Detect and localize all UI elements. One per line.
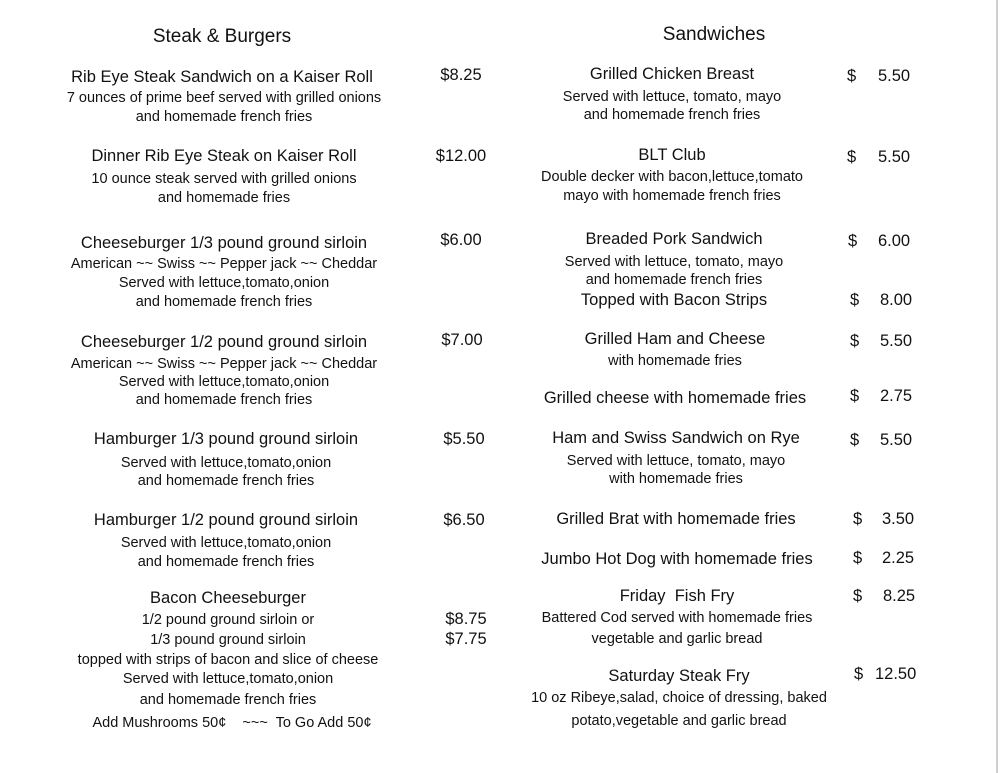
menu-item-desc: and homemade fries [157,190,291,206]
menu-item-desc: and homemade french fries [135,294,313,310]
menu-item-desc: and homemade french fries [137,554,315,570]
menu-item-desc: Served with lettuce,tomato,onion [118,275,330,291]
menu-item-price: $8.75 [445,610,487,628]
menu-item-name: Topped with Bacon Strips [580,291,768,309]
dollar-sign: $ [850,387,860,405]
dollar-sign: $ [853,549,863,567]
menu-item-desc: with homemade fries [608,353,742,369]
menu-item-desc: Battered Cod served with homemade fries [541,610,813,626]
menu-item-name: Jumbo Hot Dog with homemade fries [541,550,813,568]
menu-item-option: 1/3 pound ground sirloin [150,632,306,648]
menu-item-price: 3.50 [882,510,915,528]
sandwiches-heading: Sandwiches [662,24,766,45]
menu-item-desc: with homemade fries [609,471,743,487]
menu-item-desc: and homemade french fries [139,692,317,708]
menu-item-price: $6.00 [440,231,482,249]
menu-item-price: 12.50 [875,665,917,683]
menu-item-desc: potato,vegetable and garlic bread [571,713,787,729]
menu-item-name: Saturday Steak Fry [608,667,750,685]
menu-item-name: Friday Fish Fry [619,587,735,605]
menu-item-price: 5.50 [878,148,911,166]
menu-item-desc: topped with strips of bacon and slice of cheese [77,652,379,668]
menu-item-price: 5.50 [880,431,913,449]
menu-item-name: Breaded Pork Sandwich [585,230,763,248]
menu-item-price: 5.50 [880,332,913,350]
dollar-sign: $ [853,587,863,605]
menu-item-name: Hamburger 1/2 pound ground sirloin [93,511,359,529]
menu-item-name: Grilled Ham and Cheese [584,330,766,348]
menu-item-desc: and homemade french fries [137,473,315,489]
menu-item-price: 8.25 [883,587,916,605]
menu-item-option: 1/2 pound ground sirloin or [141,612,315,628]
menu-item-desc: Served with lettuce,tomato,onion [118,374,330,390]
menu-item-desc: Double decker with bacon,lettuce,tomato [541,169,803,185]
menu-item-desc: vegetable and garlic bread [591,631,763,647]
menu-item-name: Dinner Rib Eye Steak on Kaiser Roll [91,147,357,165]
menu-item-desc: and homemade french fries [583,107,761,123]
menu-item-name: Grilled Chicken Breast [589,65,755,83]
menu-item-desc: Served with lettuce, tomato, mayo [566,453,786,469]
dollar-sign: $ [854,665,864,683]
menu-item-name: Grilled cheese with homemade fries [543,389,807,407]
menu-item-price: $5.50 [443,430,485,448]
add-ons-note: Add Mushrooms 50¢ ~~~ To Go Add 50¢ [92,715,372,731]
menu-item-name: Cheeseburger 1/3 pound ground sirloin [80,234,368,252]
menu-item-name: Rib Eye Steak Sandwich on a Kaiser Roll [71,68,373,86]
menu-item-name: Bacon Cheeseburger [150,589,306,607]
menu-item-desc: 10 oz Ribeye,salad, choice of dressing, baked [531,690,827,706]
menu-item-desc: Served with lettuce, tomato, mayo [562,89,782,105]
menu-item-desc: American ~~ Swiss ~~ Pepper jack ~~ Cheddar [70,356,378,372]
dollar-sign: $ [850,431,860,449]
menu-item-desc: and homemade french fries [585,272,763,288]
dollar-sign: $ [850,332,860,350]
menu-item-desc: Served with lettuce,tomato,onion [120,455,332,471]
menu-item-price: $8.25 [440,66,482,84]
page-edge-shadow [996,0,998,773]
menu-item-desc: Served with lettuce,tomato,onion [120,535,332,551]
menu-item-desc: and homemade french fries [135,109,313,125]
menu-item-desc: American ~~ Swiss ~~ Pepper jack ~~ Cheddar [70,256,378,272]
menu-item-price: 2.75 [880,387,913,405]
menu-item-name: Hamburger 1/3 pound ground sirloin [93,430,359,448]
dollar-sign: $ [847,67,857,85]
menu-item-name: Grilled Brat with homemade fries [556,510,796,528]
dollar-sign: $ [848,232,858,250]
menu-item-price: 2.25 [882,549,915,567]
menu-item-name: Ham and Swiss Sandwich on Rye [552,429,800,447]
menu-item-desc: mayo with homemade french fries [563,188,781,204]
menu-item-desc: 10 ounce steak served with grilled onions [91,171,357,187]
menu-item-desc: 7 ounces of prime beef served with grilled onions [66,90,382,106]
menu-item-price: 5.50 [878,67,911,85]
menu-item-price: 8.00 [880,291,913,309]
menu-item-price: 6.00 [878,232,911,250]
menu-item-price: $7.75 [445,630,487,648]
dollar-sign: $ [850,291,860,309]
steak-burgers-heading: Steak & Burgers [152,26,292,47]
menu-item-price: $12.00 [435,147,487,165]
menu-item-desc: and homemade french fries [135,392,313,408]
menu-item-desc: Served with lettuce, tomato, mayo [564,254,784,270]
menu-item-name: Cheeseburger 1/2 pound ground sirloin [80,333,368,351]
menu-item-desc: Served with lettuce,tomato,onion [122,671,334,687]
menu-item-name: BLT Club [638,146,706,164]
menu-item-price: $6.50 [443,511,485,529]
dollar-sign: $ [847,148,857,166]
menu-item-price: $7.00 [441,331,483,349]
dollar-sign: $ [853,510,863,528]
